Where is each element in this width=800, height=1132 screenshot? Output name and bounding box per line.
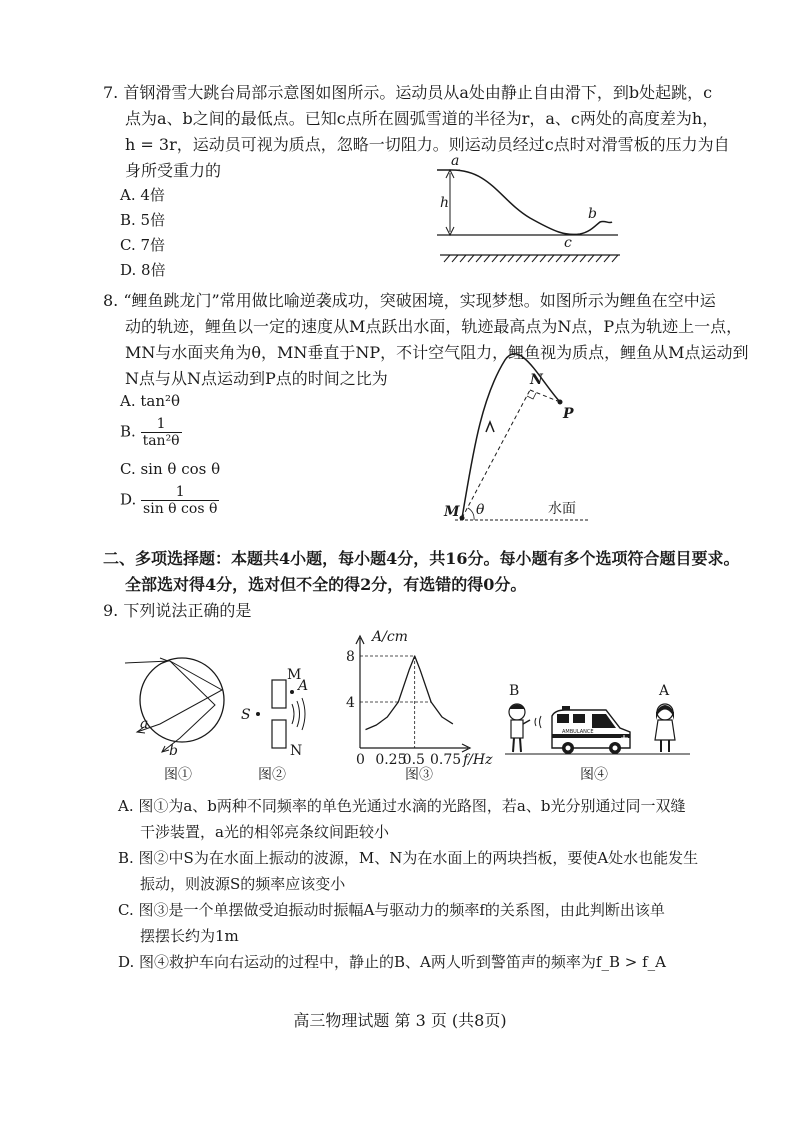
q9-fig2-label-m: M (287, 667, 302, 683)
q7-line: 身所受重力的 (125, 161, 222, 180)
q7-label-c: c (564, 235, 572, 251)
q9-fig4-person-b (509, 704, 530, 752)
q7-label-h: h (440, 195, 450, 211)
q8-label-n: N (530, 372, 543, 388)
q9-fig4-person-a (655, 704, 675, 752)
q9-stem: 9. 下列说法正确的是 (103, 601, 252, 620)
q9-fig3-xlabel: f/Hz (463, 752, 493, 768)
q9-fig3-xtick: 0 (356, 752, 365, 768)
q7-option-d: D. 8倍 (120, 261, 166, 279)
q9-fig2-caption: 图② (258, 767, 286, 783)
q8-line: MN与水面夹角为θ，MN垂直于NP，不计空气阻力，鲤鱼视为质点，鲤鱼从M点运动到 (125, 343, 749, 362)
q9-fig2-label-a: A (298, 678, 309, 694)
q8-line: N点与从N点运动到P点的时间之比为 (125, 369, 388, 388)
q9-fig2-label-s: S (241, 707, 251, 723)
q8-line: 动的轨迹，鲤鱼以一定的速度从M点跃出水面，轨迹最高点为N点，P点为轨迹上一点， (125, 317, 743, 336)
q9-fig3-xtick: 0.75 (430, 752, 462, 768)
q9-fig3-ylabel: A/cm (372, 629, 408, 645)
q8-label-p: P (563, 406, 574, 422)
q8-option-b-prefix: B. (120, 422, 136, 441)
q9-fig4-label-b: B (509, 683, 520, 699)
q9-fig3-ytick: 8 (346, 649, 355, 665)
q9-option-b: B. 图②中S为在水面上振动的波源，M、N为在水面上的两块挡板，要使A处水也能发生 (118, 849, 699, 867)
page-footer: 高三物理试题 第 3 页 (共8页) (293, 1011, 507, 1030)
q9-fig4-ambulance (552, 706, 630, 754)
q7-option-a: A. 4倍 (120, 186, 165, 204)
q8-option-d-prefix: D. (120, 490, 137, 509)
q8-label-m: M (444, 504, 460, 520)
q8-line: 8. “鲤鱼跳龙门”常用做比喻逆袭成功，突破困境，实现梦想。如图所示为鲤鱼在空中运 (103, 291, 716, 310)
q9-fig1-caption: 图① (164, 767, 192, 783)
q8-option-d-numerator: 1 (141, 484, 219, 501)
q9-option-c: C. 图③是一个单摆做受迫振动时振幅A与驱动力的频率f的关系图，由此判断出该单 (118, 901, 665, 919)
q9-fig1-label-b: b (169, 743, 178, 759)
q8-label-theta: θ (476, 502, 485, 518)
q7-line: 点为a、b之间的最低点。已知c点所在圆弧雪道的半径为r，a、c两处的高度差为h， (125, 109, 719, 128)
q9-option-d: D. 图④救护车向右运动的过程中，静止的B、A两人听到警笛声的频率为f_B > f_A (118, 953, 666, 971)
q9-fig3-caption: 图③ (405, 767, 433, 783)
q9-option-a-cont: 干涉装置，a光的相邻亮条纹间距较小 (140, 823, 389, 841)
q8-option-c: C. sin θ cos θ (120, 460, 221, 478)
q8-option-b-numerator: 1 (141, 416, 182, 433)
q7-line: h = 3r，运动员可视为质点，忽略一切阻力。则运动员经过c点时对滑雪板的压力为自 (125, 135, 730, 154)
q9-fig1-label-a: a (140, 716, 149, 732)
q7-line: 7. 首钢滑雪大跳台局部示意图如图所示。运动员从a处由静止自由滑下，到b处起跳，c (103, 83, 713, 102)
q9-fig4-ambulance-text: AMBULANCE (562, 729, 594, 735)
q7-label-a: a (451, 153, 460, 169)
q7-option-c: C. 7倍 (120, 236, 166, 254)
q9-fig4-sound-arc (535, 718, 536, 726)
q8-option-b-denominator: tan²θ (142, 433, 180, 449)
q9-fig4-label-a: A (659, 683, 670, 699)
q9-option-b-cont: 振动，则波源S的频率应该变小 (140, 875, 346, 893)
q8-label-water: 水面 (548, 501, 576, 517)
q9-option-a: A. 图①为a、b两种不同频率的单色光通过水滴的光路图，若a、b光分别通过同一双缝 (118, 797, 686, 815)
section-2-line: 二、多项选择题：本题共4小题，每小题4分，共16分。每小题有多个选项符合题目要求。 (103, 549, 740, 568)
q8-option-d-denominator: sin θ cos θ (143, 501, 218, 517)
q7-label-b: b (588, 206, 597, 222)
q9-fig3-xtick: 0.25 (375, 752, 407, 768)
q9-option-c-cont: 摆摆长约为1m (140, 927, 239, 945)
q9-fig3-ytick: 4 (346, 695, 355, 711)
q9-options (118, 793, 740, 975)
section-2-line: 全部选对得4分，选对但不全的得2分，有选错的得0分。 (125, 575, 527, 594)
q9-fig3-xtick: 0.5 (402, 752, 425, 768)
q8-option-a: A. tan²θ (120, 392, 181, 410)
q9-fig4-caption: 图④ (580, 767, 608, 783)
q9-fig2-label-n: N (290, 743, 303, 759)
q7-option-b: B. 5倍 (120, 211, 166, 229)
